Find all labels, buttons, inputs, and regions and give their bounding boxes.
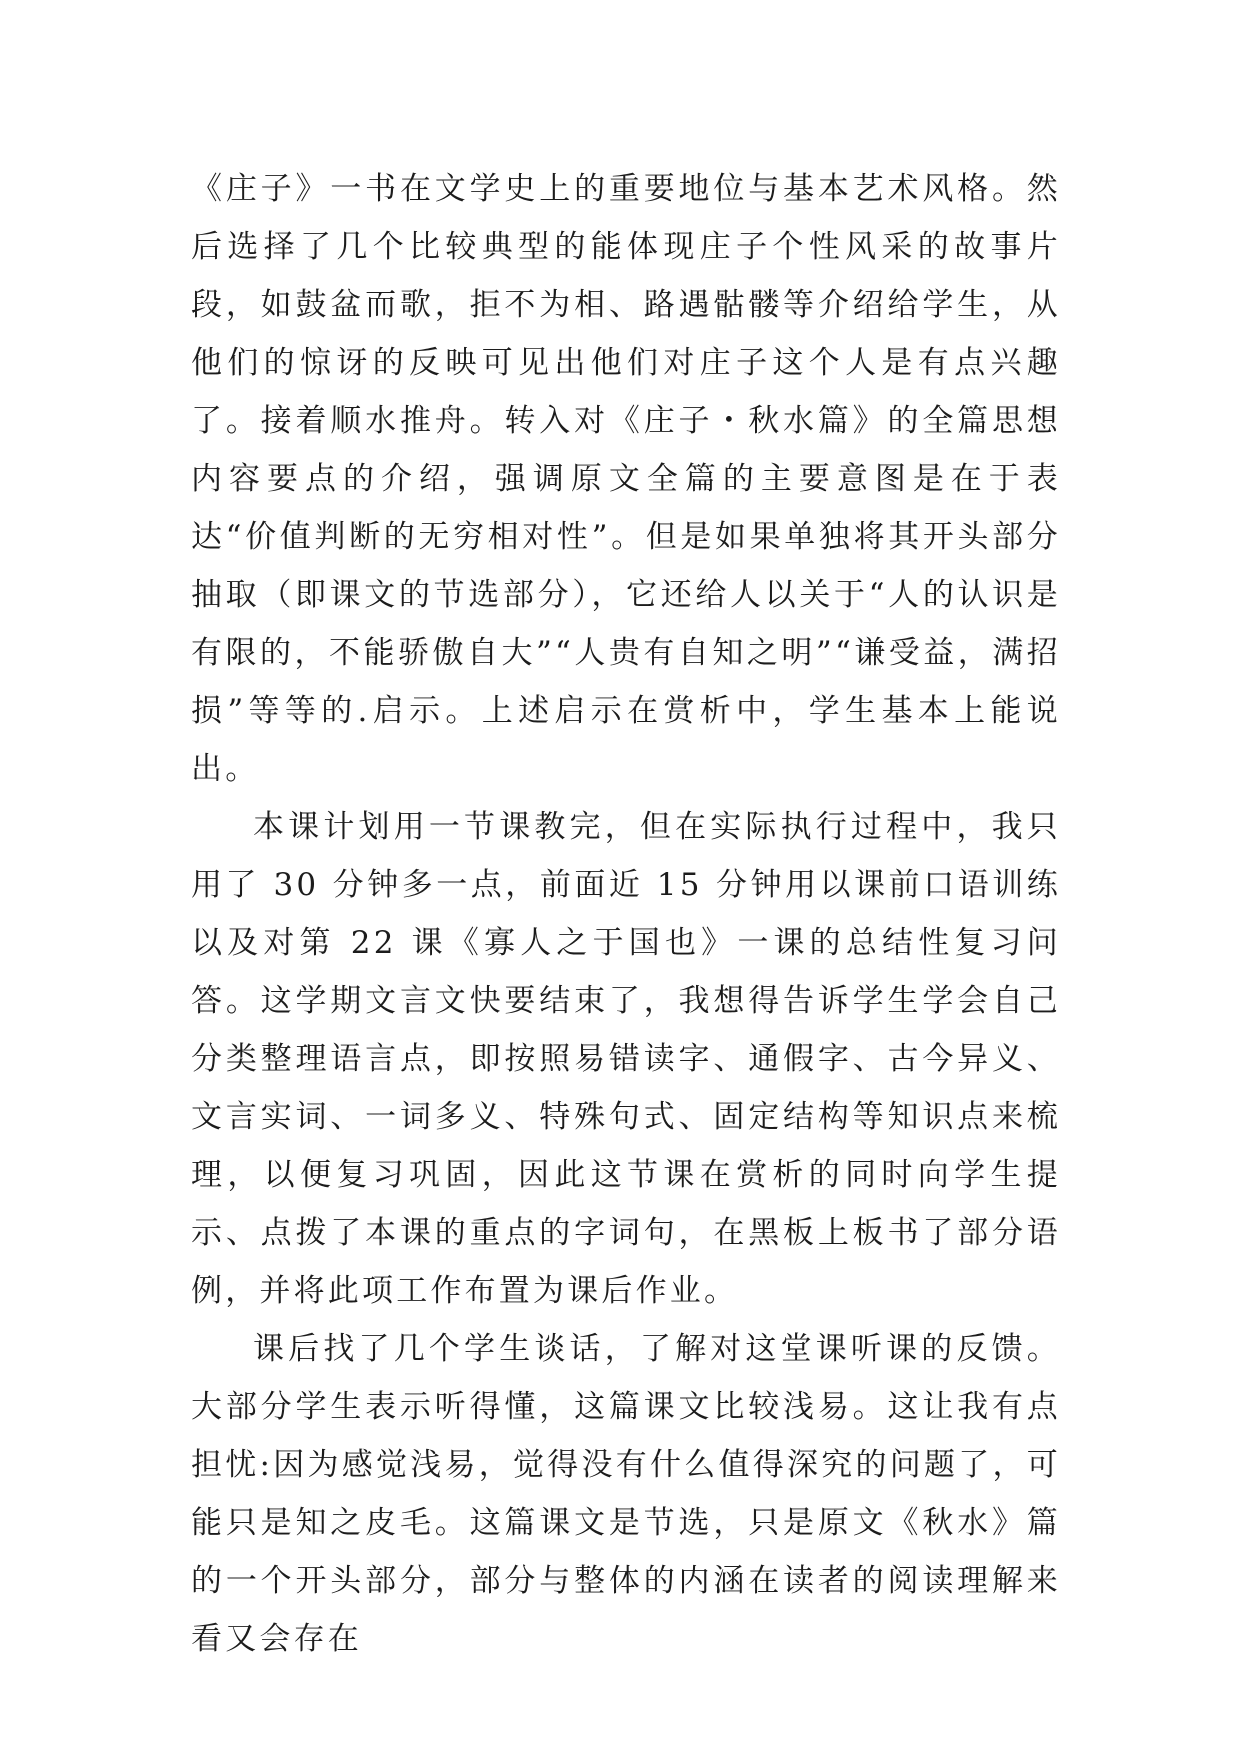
paragraph-2: 本课计划用一节课教完，但在实际执行过程中，我只用了 30 分钟多一点，前面近 15 分钟用以课前口语训练以及对第 22 课《寡人之于国也》一课的总结性复习问答。这学期文言文快要结束了，我想得告诉学生学会自己分类整理语言点，即按照易错读字、通假字、古今异义、文言实词、一词多义、特殊句式、固定结构等知识点来梳理，以便复习巩固，因此这节课在赏析的同时向学生提示、点拨了本课的重点的字词句，在黑板上板书了部分语例，并将此项工作布置为课后作业。 [191, 809, 1061, 1309]
body-text [191, 160, 1061, 1668]
paragraph-1: 《庄子》一书在文学史上的重要地位与基本艺术风格。然后选择了几个比较典型的能体现庄子个性风采的故事片段，如鼓盆而歌，拒不为相、路遇骷髅等介绍给学生，从他们的惊讶的反映可见出他们对庄子这个人是有点兴趣了。接着顺水推舟。转入对《庄子・秋水篇》的全篇思想内容要点的介绍，强调原文全篇的主要意图是在于表达“价值判断的无穷相对性”。但是如果单独将其开头部分抽取（即课文的节选部分），它还给人以关于“人的认识是有限的，不能骄傲自大”“人贵有自知之明”“谦受益，满招损”等等的.启示。上述启示在赏析中，学生基本上能说出。 [191, 171, 1061, 787]
paragraph-3: 课后找了几个学生谈话，了解对这堂课听课的反馈。大部分学生表示听得懂，这篇课文比较浅易。这让我有点担忧:因为感觉浅易，觉得没有什么值得深究的问题了，可能只是知之皮毛。这篇课文是节选，只是原文《秋水》篇的一个开头部分，部分与整体的内涵在读者的阅读理解来看又会存在 [191, 1331, 1061, 1657]
